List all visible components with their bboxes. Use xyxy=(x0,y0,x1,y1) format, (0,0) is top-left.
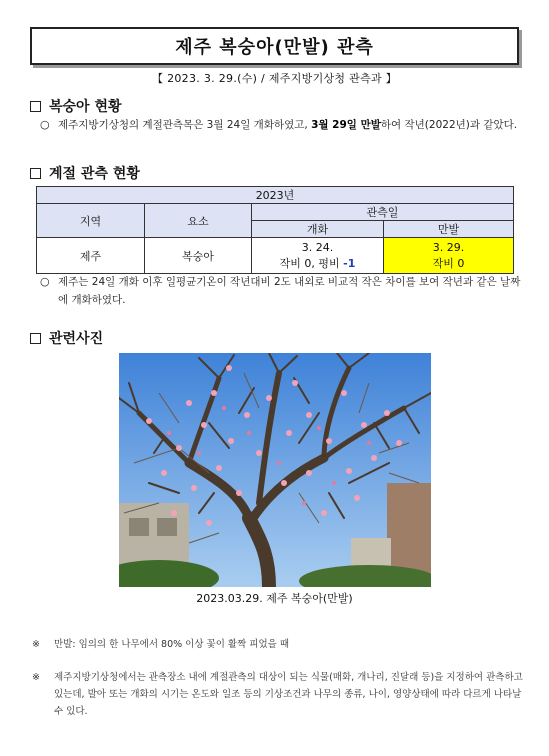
square-bullet-icon xyxy=(30,168,41,179)
bloom-compare-text: 작비 0, 평비 xyxy=(279,256,344,270)
reference-mark-icon: ※ xyxy=(32,672,40,683)
table-header-element: 요소 xyxy=(145,204,252,238)
table-cell-full-bloom xyxy=(384,238,514,274)
peach-blossom-photo xyxy=(119,353,431,587)
section-heading-photo xyxy=(30,328,103,348)
full-bloom-compare: 작비 0 xyxy=(432,256,465,270)
footnote-definition xyxy=(32,636,526,653)
square-bullet-icon xyxy=(30,101,41,112)
section-heading-text: 계절 관측 현황 xyxy=(49,166,140,182)
date-agency-line: 【 2023. 3. 29.(수) / 제주지방기상청 관측과 】 xyxy=(151,72,398,85)
circle-bullet-icon: ○ xyxy=(40,118,50,131)
table-header-region: 지역 xyxy=(37,204,145,238)
footnote-description xyxy=(32,669,526,720)
table-header-bloom: 개화 xyxy=(252,221,384,238)
table-cell-element: 복숭아 xyxy=(145,238,252,274)
document-title xyxy=(30,27,519,65)
status-text-suffix: 하여 작년(2022년)과 같았다. xyxy=(380,119,518,131)
bloom-compare-value: -1 xyxy=(343,256,356,270)
bloom-compare xyxy=(252,256,383,272)
section-heading-text: 관련사진 xyxy=(49,331,104,347)
observation-note-text: 제주는 24일 개화 이후 일평균기온이 작년대비 2도 내외로 비교적 작은 차이를 보여 작년과 같은 날짜에 개화하였다. xyxy=(58,276,521,306)
circle-bullet-icon: ○ xyxy=(40,275,50,288)
table-cell-region: 제주 xyxy=(37,238,145,274)
table-header-obs-date: 관측일 xyxy=(252,204,514,221)
section-heading-text: 복숭아 현황 xyxy=(49,99,122,115)
observation-table xyxy=(36,186,514,274)
observation-note xyxy=(40,273,523,309)
square-bullet-icon xyxy=(30,333,41,344)
table-cell-bloom xyxy=(252,238,384,274)
bloom-date: 3. 24. xyxy=(301,240,334,254)
footnote-description-text: 제주지방기상청에서는 관측장소 내에 계절관측의 대상이 되는 식물(매화, 개나리, 진달래 등)을 지정하여 관측하고 있는데, 발아 또는 개화의 시기는 온도와 일조 등의 기상조건과 나무의 종류, 나이, 영양상태에 따라 다르게 나타날 수 있다. xyxy=(54,672,523,717)
status-paragraph xyxy=(40,116,523,134)
table-header-full-bloom: 만발 xyxy=(384,221,514,238)
full-bloom-date: 3. 29. xyxy=(432,240,465,254)
section-heading-status xyxy=(30,96,122,116)
table-year-header: 2023년 xyxy=(37,187,514,204)
section-heading-observation xyxy=(30,163,140,183)
reference-mark-icon: ※ xyxy=(32,639,40,650)
status-text-bold: 3월 29일 만발 xyxy=(311,119,381,131)
photo-caption: 2023.03.29. 제주 복숭아(만발) xyxy=(196,592,353,605)
status-text-prefix: 제주지방기상청의 계절관측목은 3월 24일 개화하였고, xyxy=(58,119,312,131)
footnote-definition-text: 만발: 임의의 한 나무에서 80% 이상 꽃이 활짝 피었을 때 xyxy=(54,639,290,650)
title-text: 제주 복숭아(만발) 관측 xyxy=(175,37,374,58)
